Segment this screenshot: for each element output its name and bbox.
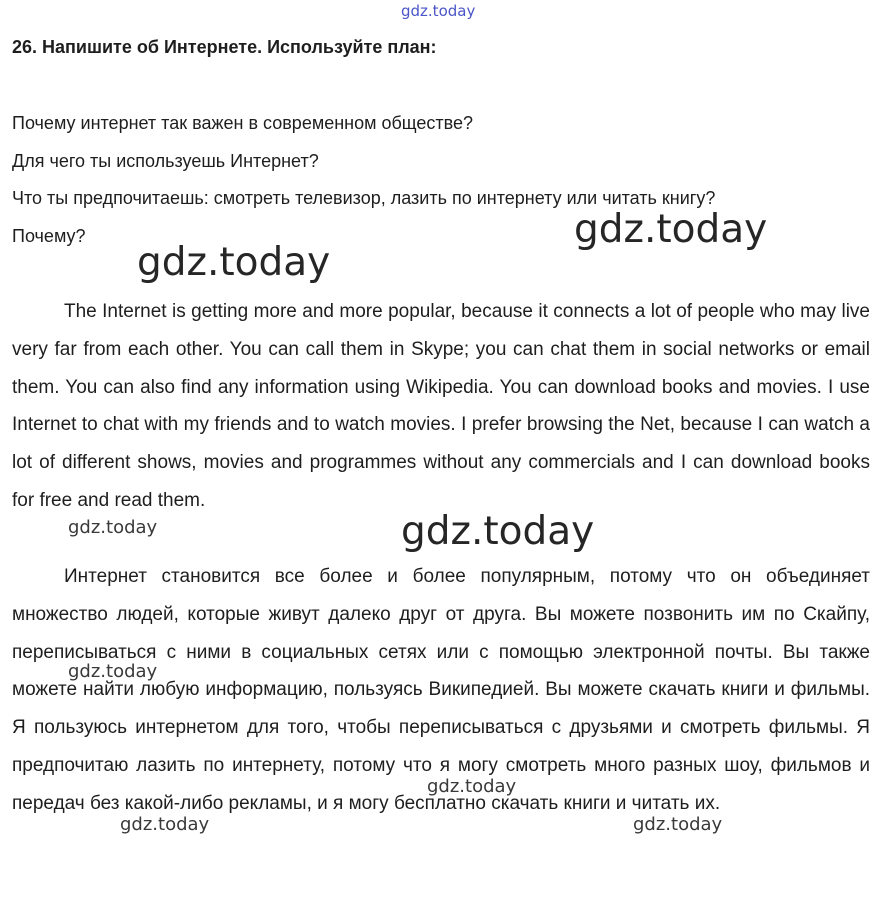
watermark-top: gdz.today	[401, 2, 476, 20]
watermark: gdz.today	[633, 814, 723, 835]
watermark: gdz.today	[137, 240, 331, 285]
watermark: gdz.today	[120, 814, 210, 835]
watermark: gdz.today	[427, 776, 517, 797]
plan-question-3: Что ты предпочитаешь: смотреть телевизор, лазить по интернету или читать книгу?	[12, 188, 716, 208]
plan-question-1: Почему интернет так важен в современном обществе?	[12, 113, 474, 133]
watermark: gdz.today	[68, 661, 158, 682]
answer-russian: Интернет становится все более и более популярным, потому что он объединяет множество людей, которые живут далеко друг от друга. Вы можете позвонить им по Скайпу, переписываться с ними в социальных сетях или с помощью электронной почты. Вы также можете найти любую информацию, пользуясь Википедией. Вы можете скачать книги и фильмы. Я пользуюсь интернетом для того, чтобы переписываться с друзьями и смотреть фильмы. Я предпочитаю лазить по интернету, потому что я могу смотреть много разных шоу, фильмов и передач без какой-либо рекламы, и я могу бесплатно скачать книги и читать их.	[12, 566, 870, 814]
task-heading: 26. Напишите об Интернете. Используйте план:	[12, 37, 437, 57]
watermark: gdz.today	[401, 509, 595, 554]
watermark: gdz.today	[68, 517, 158, 538]
watermark: gdz.today	[574, 207, 768, 252]
plan-question-2: Для чего ты используешь Интернет?	[12, 150, 319, 171]
plan-question-4: Почему?	[12, 225, 86, 246]
answer-english: The Internet is getting more and more popular, because it connects a lot of people who may live very far from each other. You can call them in Skype; you can chat them in social networks or email them. You can also find any information using Wikipedia. You can download books and movies. I use Internet to chat with my friends and to watch movies. I prefer browsing the Net, because I can watch a lot of different shows, movies and programmes without any commercials and I can download books for free and read them.	[12, 301, 870, 511]
